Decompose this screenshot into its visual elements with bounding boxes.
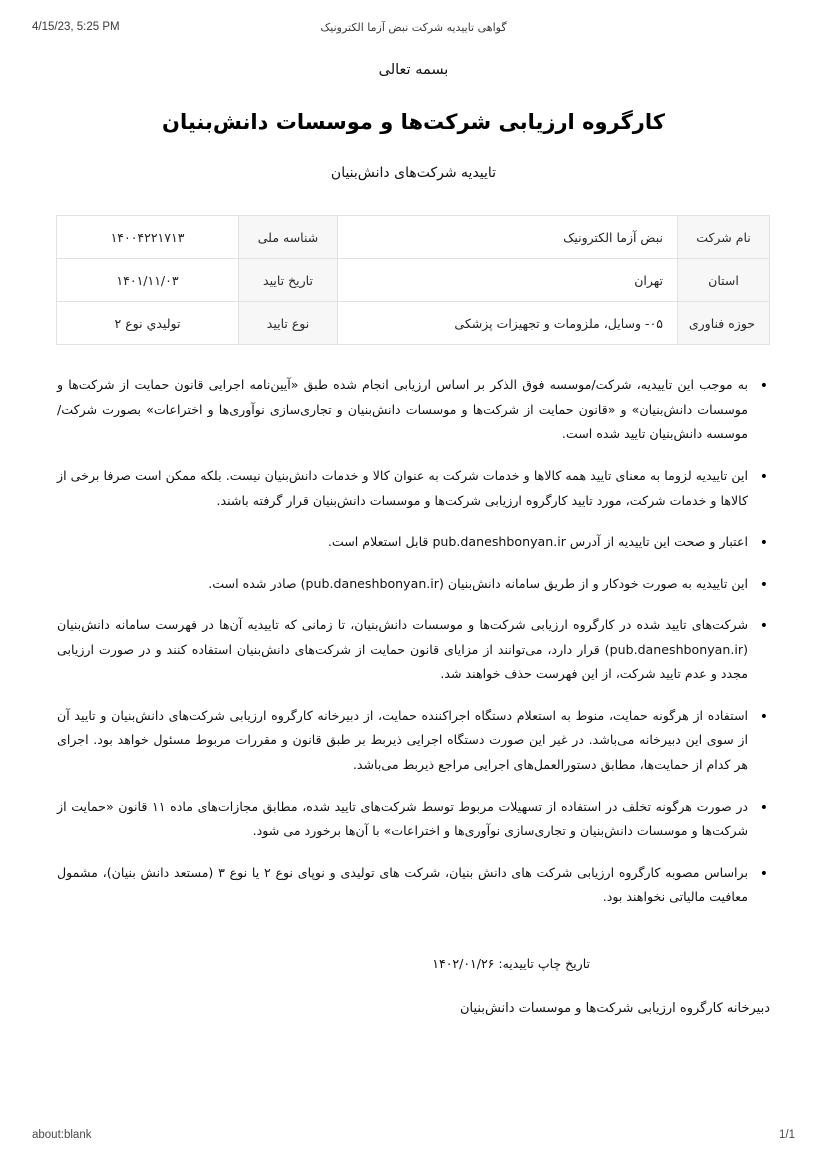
- value-technology-field: ۰۵- وسایل، ملزومات و تجهیزات پزشکی: [338, 302, 678, 345]
- page-subtitle: تاییدیه شرکت‌های دانش‌بنیان: [330, 165, 497, 182]
- bismillah-text: بسمه تعالی: [378, 62, 449, 78]
- table-row: [57, 259, 770, 302]
- value-approval-type: تولیدي نوع ۲: [57, 302, 239, 345]
- value-province: تهران: [338, 259, 678, 302]
- list-item: • شرکت‌های تایید شده در کارگروه ارزیابی شرکت‌ها و موسسات دانش‌بنیان، تا زمانی که تاییدیه آن‌ها در فهرست سامانه دانش‌بنیان (pub.daneshbonyan.ir) قرار دارد، می‌توانند از مزایای قانون حمایت از شرکت‌های دانش‌بنیان استفاده کنند و در صورت ارزیابی مجدد و عدم تایید شرکت، از این فهرست حذف خواهند شد.: [57, 613, 770, 687]
- table-row: [57, 302, 770, 345]
- list-item: • در صورت هرگونه تخلف در استفاده از تسهیلات مربوط توسط شرکت‌های تایید شده، مطابق مجازات‌های ماده ۱۱ قانون «حمایت از شرکت‌ها و موسسات دانش‌بنیان و تجاری‌سازی نوآوری‌ها و اختراعات» با آن‌ها برخورد می شود.: [57, 795, 770, 844]
- value-national-id: ۱۴۰۰۴۲۲۱۷۱۳: [57, 216, 239, 259]
- notes-list: [57, 373, 770, 909]
- list-item: • براساس مصوبه کارگروه ارزیابی شرکت های دانش بنیان، شرکت های تولیدی و نوپای نوع ۲ یا نوع ۳ (مستعد دانش بنیان)، مشمول معافیت مالیاتی نخواهند بود.: [57, 861, 770, 910]
- list-item: • به موجب این تاییدیه، شرکت/موسسه فوق الذکر بر اساس ارزیابی انجام شده طبق «آیین‌نامه اجرایی قانون حمایت از شرکت‌ها و موسسات دانش‌بنیان» و «قانون حمایت از شرکت‌ها و موسسات دانش‌بنیان و تجاری‌سازی نوآوری‌ها و اختراعات» بصورت شرکت/موسسه دانش‌بنیان تایید شده است.: [57, 373, 770, 447]
- page-title: کارگروه ارزیابی شرکت‌ها و موسسات دانش‌بنیان: [162, 110, 665, 134]
- label-province: استان: [678, 259, 770, 302]
- document-footer: [57, 956, 770, 1016]
- print-footer-page-indicator: 1/1: [779, 1129, 795, 1141]
- table-row: [57, 216, 770, 259]
- label-company-name: نام شرکت: [678, 216, 770, 259]
- label-technology-field: حوزه فناوری: [678, 302, 770, 345]
- list-item: • این تاییدیه لزوما به معنای تایید همه کالاها و خدمات شرکت به عنوان کالا و خدمات دانش‌بنیان نیست. بلکه ممکن است صرفا برخی از کالاها و خدمات شرکت، مورد تایید کارگروه ارزیابی شرکت‌ها و موسسات دانش‌بنیان قرار گرفته باشند.: [57, 464, 770, 513]
- list-item: • استفاده از هرگونه حمایت، منوط به استعلام دستگاه اجراکننده حمایت، از دبیرخانه کارگروه ارزیابی شرکت‌های دانش‌بنیان و تایید آن از سوی این دبیرخانه می‌باشد. در غیر این صورت دستگاه اجرایی ذیربط بر طبق قانون و مقررات مربوط مسئول خواهد بود. اجرای هر کدام از حمایت‌ها، مطابق دستورالعمل‌های اجرایی مراجع ذیربط می‌باشد.: [57, 704, 770, 778]
- value-company-name: نبض آزما الکترونیک: [338, 216, 678, 259]
- print-header: [0, 18, 827, 36]
- print-footer: [0, 1129, 827, 1147]
- document-body: [57, 62, 770, 1016]
- secretariat-line: دبیرخانه کارگروه ارزیابی شرکت‌ها و موسسات دانش‌بنیان: [459, 1000, 770, 1016]
- label-approval-type: نوع تایید: [239, 302, 338, 345]
- value-approval-date: ۱۴۰۱/۱۱/۰۳: [57, 259, 239, 302]
- print-header-document-title: گواهی تاییدیه شرکت نبض آزما الکترونیک: [320, 20, 507, 34]
- label-approval-date: تاریخ تایید: [239, 259, 338, 302]
- print-header-timestamp: 4/15/23, 5:25 PM: [32, 21, 120, 33]
- list-item: • اعتبار و صحت این تاییدیه از آدرس pub.daneshbonyan.ir قابل استعلام است.: [57, 530, 770, 555]
- print-footer-url: about:blank: [32, 1129, 92, 1141]
- print-date-line: تاریخ چاپ تاییدیه: ۱۴۰۲/۰۱/۲۶: [432, 955, 590, 971]
- list-item: • این تاییدیه به صورت خودکار و از طریق سامانه دانش‌بنیان (pub.daneshbonyan.ir) صادر شده است.: [57, 572, 770, 597]
- company-info-table: [56, 215, 770, 345]
- label-national-id: شناسه ملی: [239, 216, 338, 259]
